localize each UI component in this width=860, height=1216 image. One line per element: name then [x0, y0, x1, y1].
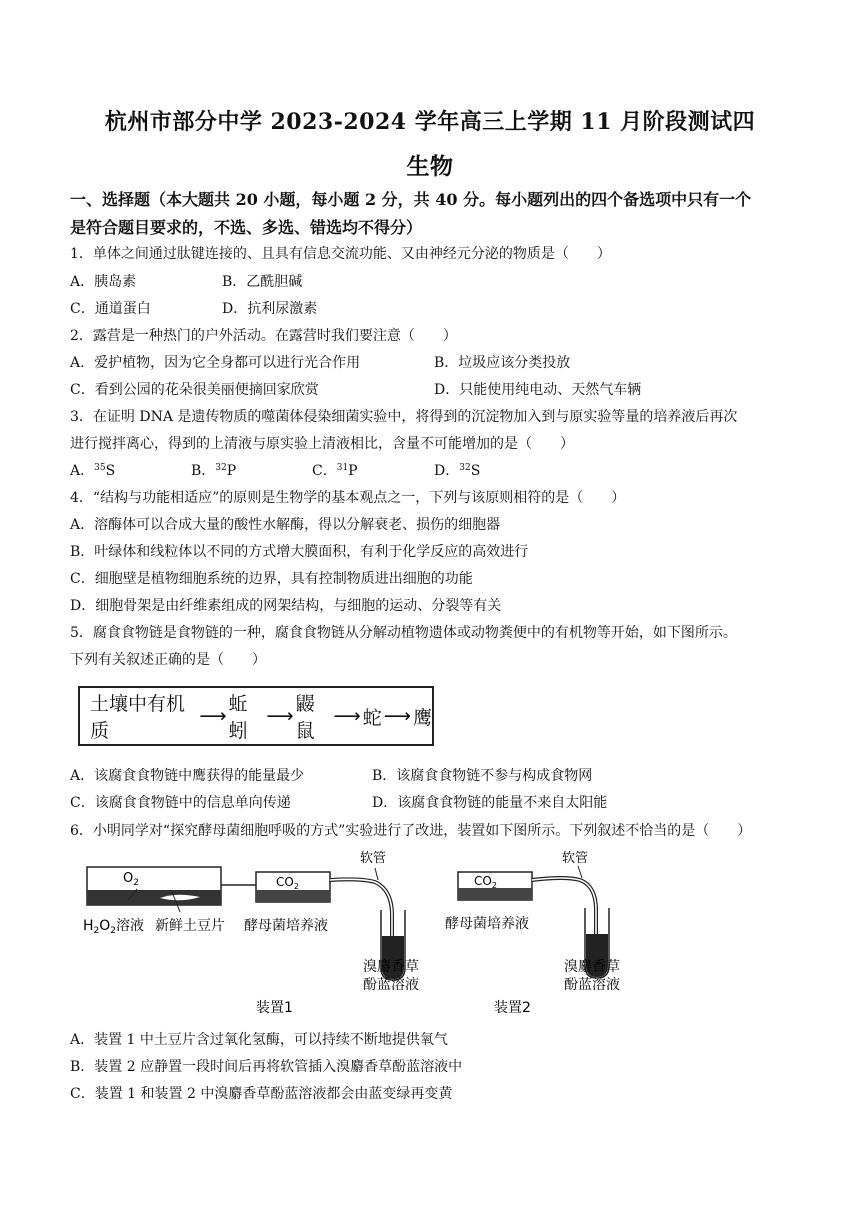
section-heading-line-2: 是符合题目要求的，不选、多选、错选均不得分） — [70, 218, 423, 237]
q3-stem-line-2: 进行搅拌离心，得到的上清液与原实验上清液相比，含量不可能增加的是（ ） — [70, 436, 574, 452]
q3-option-b-label: B． — [191, 463, 216, 479]
q1-option-a: A．胰岛素 — [70, 274, 137, 290]
chain-arrow-icon: ⟶ — [333, 705, 361, 727]
chain-node-snake: 蛇 — [362, 706, 382, 729]
q3-option-c — [312, 460, 358, 480]
chain-node-earthworm: 蚯蚓 — [228, 693, 248, 742]
q3-option-b — [191, 460, 236, 480]
device1-h2o2-container — [87, 867, 221, 912]
device2-hose — [532, 878, 596, 940]
q2-option-b: B．垃圾应该分类投放 — [434, 355, 571, 371]
q6-option-b: B．装置 2 应静置一段时间后再将软管插入溴麝香草酚蓝溶液中 — [70, 1059, 463, 1075]
subject-title: 生物 — [406, 153, 454, 180]
q6-option-a: A．装置 1 中土豆片含过氧化氢酶，可以持续不断地提供氧气 — [70, 1032, 448, 1048]
device2-tube-label: 软管 — [562, 851, 589, 866]
q3-option-d-label: D． — [434, 463, 460, 479]
q3-option-b-element: P — [226, 463, 237, 479]
q3-option-a-mass: 35 — [94, 463, 106, 473]
q1-option-c: C．通道蛋白 — [70, 301, 151, 317]
q6-stem: 6．小明同学对“探究酵母菌细胞呼吸的方式”实验进行了改进，装置如下图所示。下列叙述不恰当的是（ ） — [70, 823, 752, 839]
q2-option-c: C．看到公园的花朵很美丽便摘回家欣赏 — [70, 382, 319, 398]
q3-option-b-mass: 32 — [215, 463, 227, 473]
h2o2-solution-label: $H_2O_2$溶液 — [83, 918, 145, 936]
q3-option-c-element: P — [348, 463, 358, 479]
q6-option-c: C．装置 1 和装置 2 中溴麝香草酚蓝溶液都会由蓝变绿再变黄 — [70, 1086, 453, 1102]
chain-node-soil: 土壤中有机质 — [90, 693, 186, 742]
device1-btb-label-line2: 酚蓝溶液 — [363, 977, 419, 993]
q1-stem: 1．单体之间通过肽键连接的、且具有信息交流功能、又由神经元分泌的物质是（ ） — [70, 246, 611, 262]
q5-stem-line-2: 下列有关叙述正确的是（ ） — [70, 652, 266, 668]
q4-option-c: C．细胞壁是植物细胞系统的边界，具有控制物质进出细胞的功能 — [70, 571, 473, 587]
q3-stem-line-1: 3．在证明 DNA 是遗传物质的噬菌体侵染细菌实验中，将得到的沉淀物加入到与原实验等量的培养液后再次 — [70, 409, 738, 425]
q5-option-d: D．该腐食食物链的能量不来自太阳能 — [372, 795, 608, 811]
q4-option-d: D．细胞骨架是由纤维素组成的网架结构，与细胞的运动、分裂等有关 — [70, 598, 502, 614]
q2-stem: 2．露营是一种热门的户外活动。在露营时我们要注意（ ） — [70, 328, 457, 344]
device2-btb-label-line2: 酚蓝溶液 — [564, 977, 620, 993]
yeast-apparatus-figure — [0, 840, 860, 1025]
device1-tube-label: 软管 — [360, 851, 387, 866]
section-heading-line-1: 一、选择题（本大题共 20 小题，每小题 2 分，共 40 分。每小题列出的四个备选项中只有一个 — [70, 190, 752, 209]
chain-arrow-icon: ⟶ — [383, 705, 411, 727]
q3-option-d-element: S — [470, 463, 481, 479]
q3-option-d — [434, 460, 480, 480]
device2-co2-label: $CO_2$ — [474, 874, 497, 890]
q5-stem-line-1: 5．腐食食物链是食物链的一种，腐食食物链从分解动植物遗体或动物粪便中的有机物等开始，如下图所示。 — [70, 625, 737, 641]
q3-option-c-label: C． — [312, 463, 337, 479]
q3-option-a-element: S — [105, 463, 116, 479]
chain-node-mole: 鼹鼠 — [295, 693, 315, 742]
o2-label: $O_2$ — [123, 871, 139, 888]
q5-option-a: A．该腐食食物链中鹰获得的能量最少 — [70, 768, 305, 784]
device1-btb-label-line1: 溴麝香草 — [363, 959, 419, 975]
device1-caption: 装置1 — [256, 1000, 293, 1016]
food-chain-figure — [78, 686, 434, 746]
device2-yeast-label: 酵母菌培养液 — [445, 916, 529, 932]
device1-yeast-label: 酵母菌培养液 — [244, 918, 328, 934]
q4-option-a: A．溶酶体可以合成大量的酸性水解酶，得以分解衰老、损伤的细胞器 — [70, 517, 501, 533]
potato-slice-label: 新鲜土豆片 — [155, 918, 225, 934]
section-heading — [70, 186, 800, 242]
q5-option-c: C．该腐食食物链中的信息单向传递 — [70, 795, 291, 811]
q3-option-d-mass: 32 — [459, 463, 471, 473]
chain-arrow-icon: ⟶ — [266, 705, 294, 727]
device2-caption: 装置2 — [494, 1000, 531, 1016]
q1-option-d: D．抗利尿激素 — [222, 301, 318, 317]
chain-arrow-icon: ⟶ — [199, 705, 227, 727]
q1-option-b: B．乙酰胆碱 — [222, 274, 303, 290]
q4-stem: 4．“结构与功能相适应”的原则是生物学的基本观点之一，下列与该原则相符的是（ ） — [70, 490, 626, 506]
q2-option-a: A．爱护植物，因为它全身都可以进行光合作用 — [70, 355, 361, 371]
exam-title: 杭州市部分中学 2023-2024 学年高三上学期 11 月阶段测试四 — [104, 109, 756, 135]
q2-option-d: D．只能使用纯电动、天然气车辆 — [434, 382, 642, 398]
device2-btb-label-line1: 溴麝香草 — [564, 959, 620, 975]
q3-option-c-mass: 31 — [336, 463, 349, 473]
q4-option-b: B．叶绿体和线粒体以不同的方式增大膜面积，有利于化学反应的高效进行 — [70, 544, 529, 560]
q5-option-b: B．该腐食食物链不参与构成食物网 — [372, 768, 593, 784]
chain-node-eagle: 鹰 — [412, 706, 432, 729]
q3-option-a — [70, 460, 115, 480]
device1-co2-label: $CO_2$ — [276, 875, 299, 891]
q3-option-a-label: A． — [70, 463, 95, 479]
